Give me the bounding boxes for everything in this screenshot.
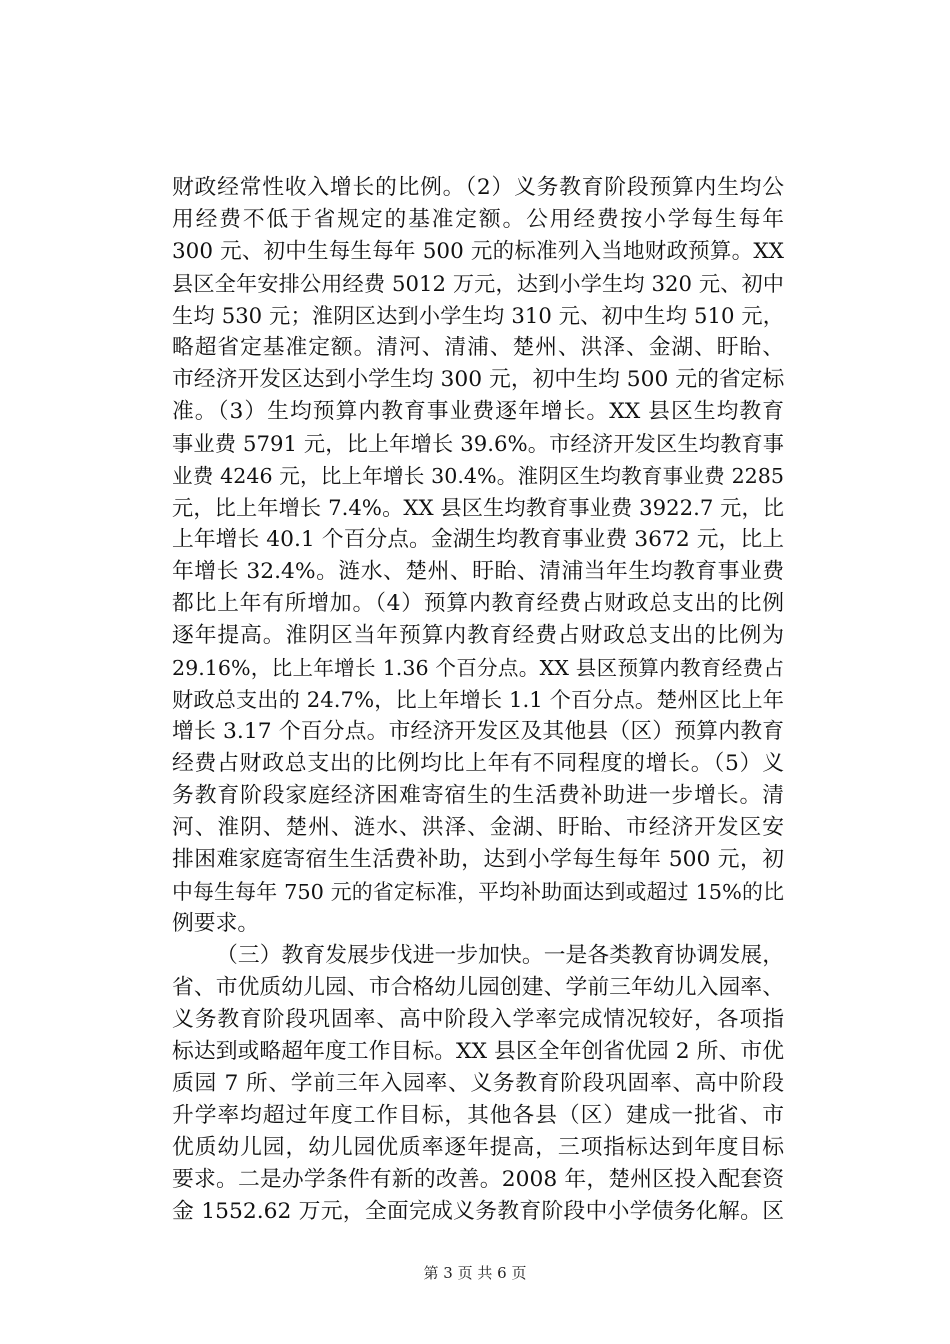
text-line: 生均 530 元；淮阴区达到小学生均 310 元、初中生均 510 元，	[172, 303, 784, 328]
text-line: 逐年提高。淮阴区当年预算内教育经费占财政总支出的比例为	[172, 623, 784, 648]
text-line: 务教育阶段家庭经济困难寄宿生的生活费补助进一步增长。清	[172, 783, 784, 808]
text-line: 准。（3）生均预算内教育事业费逐年增长。XX 县区生均教育	[172, 399, 784, 424]
text-line: 业费 4246 元，比上年增长 30.4%。淮阴区生均教育事业费 2285	[172, 464, 784, 488]
text-line: 经费占财政总支出的比例均比上年有不同程度的增长。（5）义	[172, 751, 784, 776]
text-line: 财政经常性收入增长的比例。（2）义务教育阶段预算内生均公	[172, 175, 784, 200]
text-line: 例要求。	[172, 911, 260, 936]
text-line: 上年增长 40.1 个百分点。金湖生均教育事业费 3672 元，比上	[172, 527, 784, 552]
text-line: 义务教育阶段巩固率、高中阶段入学率完成情况较好，各项指	[172, 1007, 784, 1032]
text-line: 元，比上年增长 7.4%。XX 县区生均教育事业费 3922.7 元，比	[172, 495, 784, 520]
text-line: 300 元、初中生每生每年 500 元的标准列入当地财政预算。XX	[172, 239, 784, 264]
text-line: 标达到或略超年度工作目标。XX 县区全年创省优园 2 所、市优	[172, 1039, 784, 1064]
text-line: 要求。二是办学条件有新的改善。2008 年，楚州区投入配套资	[172, 1167, 784, 1192]
text-line: 都比上年有所增加。（4）预算内教育经费占财政总支出的比例	[172, 591, 784, 616]
text-line: 财政总支出的 24.7%，比上年增长 1.1 个百分点。楚州区比上年	[172, 687, 784, 712]
text-line: 中每生每年 750 元的省定标准，平均补助面达到或超过 15%的比	[172, 880, 784, 904]
text-line: 年增长 32.4%。涟水、楚州、盱眙、清浦当年生均教育事业费	[172, 559, 784, 584]
text-line: 用经费不低于省规定的基准定额。公用经费按小学每生每年	[172, 207, 784, 232]
text-line: 市经济开发区达到小学生均 300 元，初中生均 500 元的省定标	[172, 367, 784, 392]
text-line: 质园 7 所、学前三年入园率、义务教育阶段巩固率、高中阶段	[172, 1071, 784, 1096]
text-line: 事业费 5791 元，比上年增长 39.6%。市经济开发区生均教育事	[172, 431, 784, 456]
text-line: 增长 3.17 个百分点。市经济开发区及其他县（区）预算内教育	[172, 719, 784, 744]
text-line: 省、市优质幼儿园、市合格幼儿园创建、学前三年幼儿入园率、	[172, 975, 784, 1000]
text-line: 略超省定基准定额。清河、清浦、楚州、洪泽、金湖、盱眙、	[172, 335, 784, 360]
text-line: 县区全年安排公用经费 5012 万元，达到小学生均 320 元、初中	[172, 271, 784, 296]
text-line: 升学率均超过年度工作目标，其他各县（区）建成一批省、市	[172, 1103, 784, 1128]
text-line: 优质幼儿园，幼儿园优质率逐年提高，三项指标达到年度目标	[172, 1135, 784, 1160]
paragraph-1	[172, 172, 784, 940]
text-line: 排困难家庭寄宿生生活费补助，达到小学每生每年 500 元，初	[172, 847, 784, 872]
text-line: 29.16%，比上年增长 1.36 个百分点。XX 县区预算内教育经费占	[172, 656, 784, 680]
text-line: 河、淮阴、楚州、涟水、洪泽、金湖、盱眙、市经济开发区安	[172, 815, 784, 840]
text-line: （三）教育发展步伐进一步加快。一是各类教育协调发展，	[216, 943, 784, 968]
document-body	[172, 172, 784, 1228]
page-number-footer: 第 3 页 共 6 页	[423, 1264, 527, 1282]
text-line: 金 1552.62 万元，全面完成义务教育阶段中小学债务化解。区	[172, 1199, 784, 1224]
paragraph-2	[172, 940, 784, 1228]
